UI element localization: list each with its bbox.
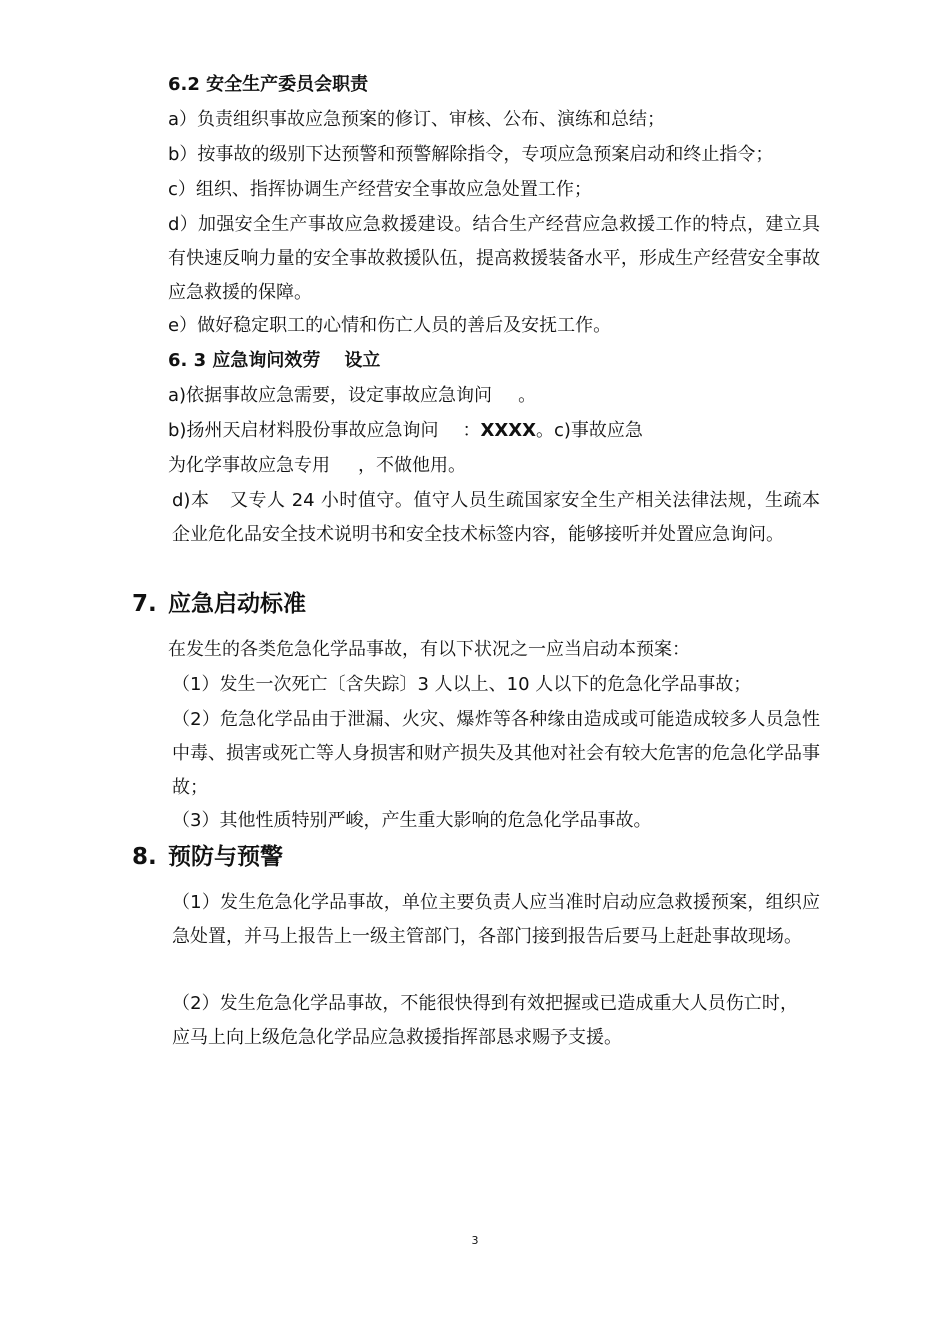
section-7-item-2: （2）危急化学品由于泄漏、火灾、爆炸等各种缘由造成或可能造成较多人员急性中毒、损害或死亡等人身损害和财产损失及其他对社会有较大危害的危急化学品事故； <box>172 709 820 798</box>
section-6-2-item-e: e）做好稳定职工的心情和伤亡人员的善后及安抚工作。 <box>168 315 612 336</box>
section-6-2-item-b: b）按事故的级别下达预警和预警解除指令，专项应急预案启动和终止指令； <box>168 144 774 165</box>
section-6-3-item-d: d)本 又专人 24 小时值守。值守人员生疏国家安全生产相关法律法规，生疏本企业危化品安全技术说明书和安全技术标签内容，能够接听并处置应急询问。 <box>172 490 820 545</box>
section-8-item-1: （1）发生危急化学品事故，单位主要负责人应当准时启动应急救援预案，组织应急处置，并马上报告上一级主管部门，各部门接到报告后要马上赶赴事故现场。 <box>172 892 820 947</box>
section-8-heading: 8. 预防与预警 <box>132 844 283 870</box>
section-6-2-item-a: a）负责组织事故应急预案的修订、审核、公布、演练和总结； <box>168 109 666 130</box>
section-8-item-2: （2）发生危急化学品事故，不能很快得到有效把握或已造成重大人员伤亡时，应马上向上级危急化学品应急救援指挥部恳求赐予支援。 <box>172 993 798 1048</box>
page-number: 3 <box>471 1234 479 1247</box>
section-7-heading: 7. 应急启动标准 <box>132 591 306 617</box>
section-7-intro: 在发生的各类危急化学品事故，有以下状况之一应当启动本预案： <box>168 639 690 660</box>
section-6-3-item-c: 为化学事故应急专用 ，不做他用。 <box>168 455 466 476</box>
section-6-2-item-d: d）加强安全生产事故应急救援建设。结合生产经营应急救援工作的特点，建立具有快速反响力量的安全事故救援队伍，提高救援装备水平，形成生产经营安全事故应急救援的保障。 <box>168 214 820 303</box>
section-6-3-item-b: b)扬州天启材料股份事故应急询问 ：XXXX。c)事故应急 <box>168 420 643 441</box>
section-6-2-item-c: c）组织、指挥协调生产经营安全事故应急处置工作； <box>168 179 592 200</box>
section-6-3-item-a: a)依据事故应急需要，设定事故应急询问 。 <box>168 385 537 406</box>
section-7-item-1: （1）发生一次死亡〔含失踪〕3 人以上、10 人以下的危急化学品事故； <box>172 674 752 695</box>
section-6-3-heading: 6. 3 应急询问效劳 设立 <box>168 350 381 371</box>
section-6-2-heading: 6.2 安全生产委员会职责 <box>168 74 369 95</box>
hotline-number: XXXX <box>480 420 536 441</box>
section-7-item-3: （3）其他性质特别严峻，产生重大影响的危急化学品事故。 <box>172 810 652 831</box>
